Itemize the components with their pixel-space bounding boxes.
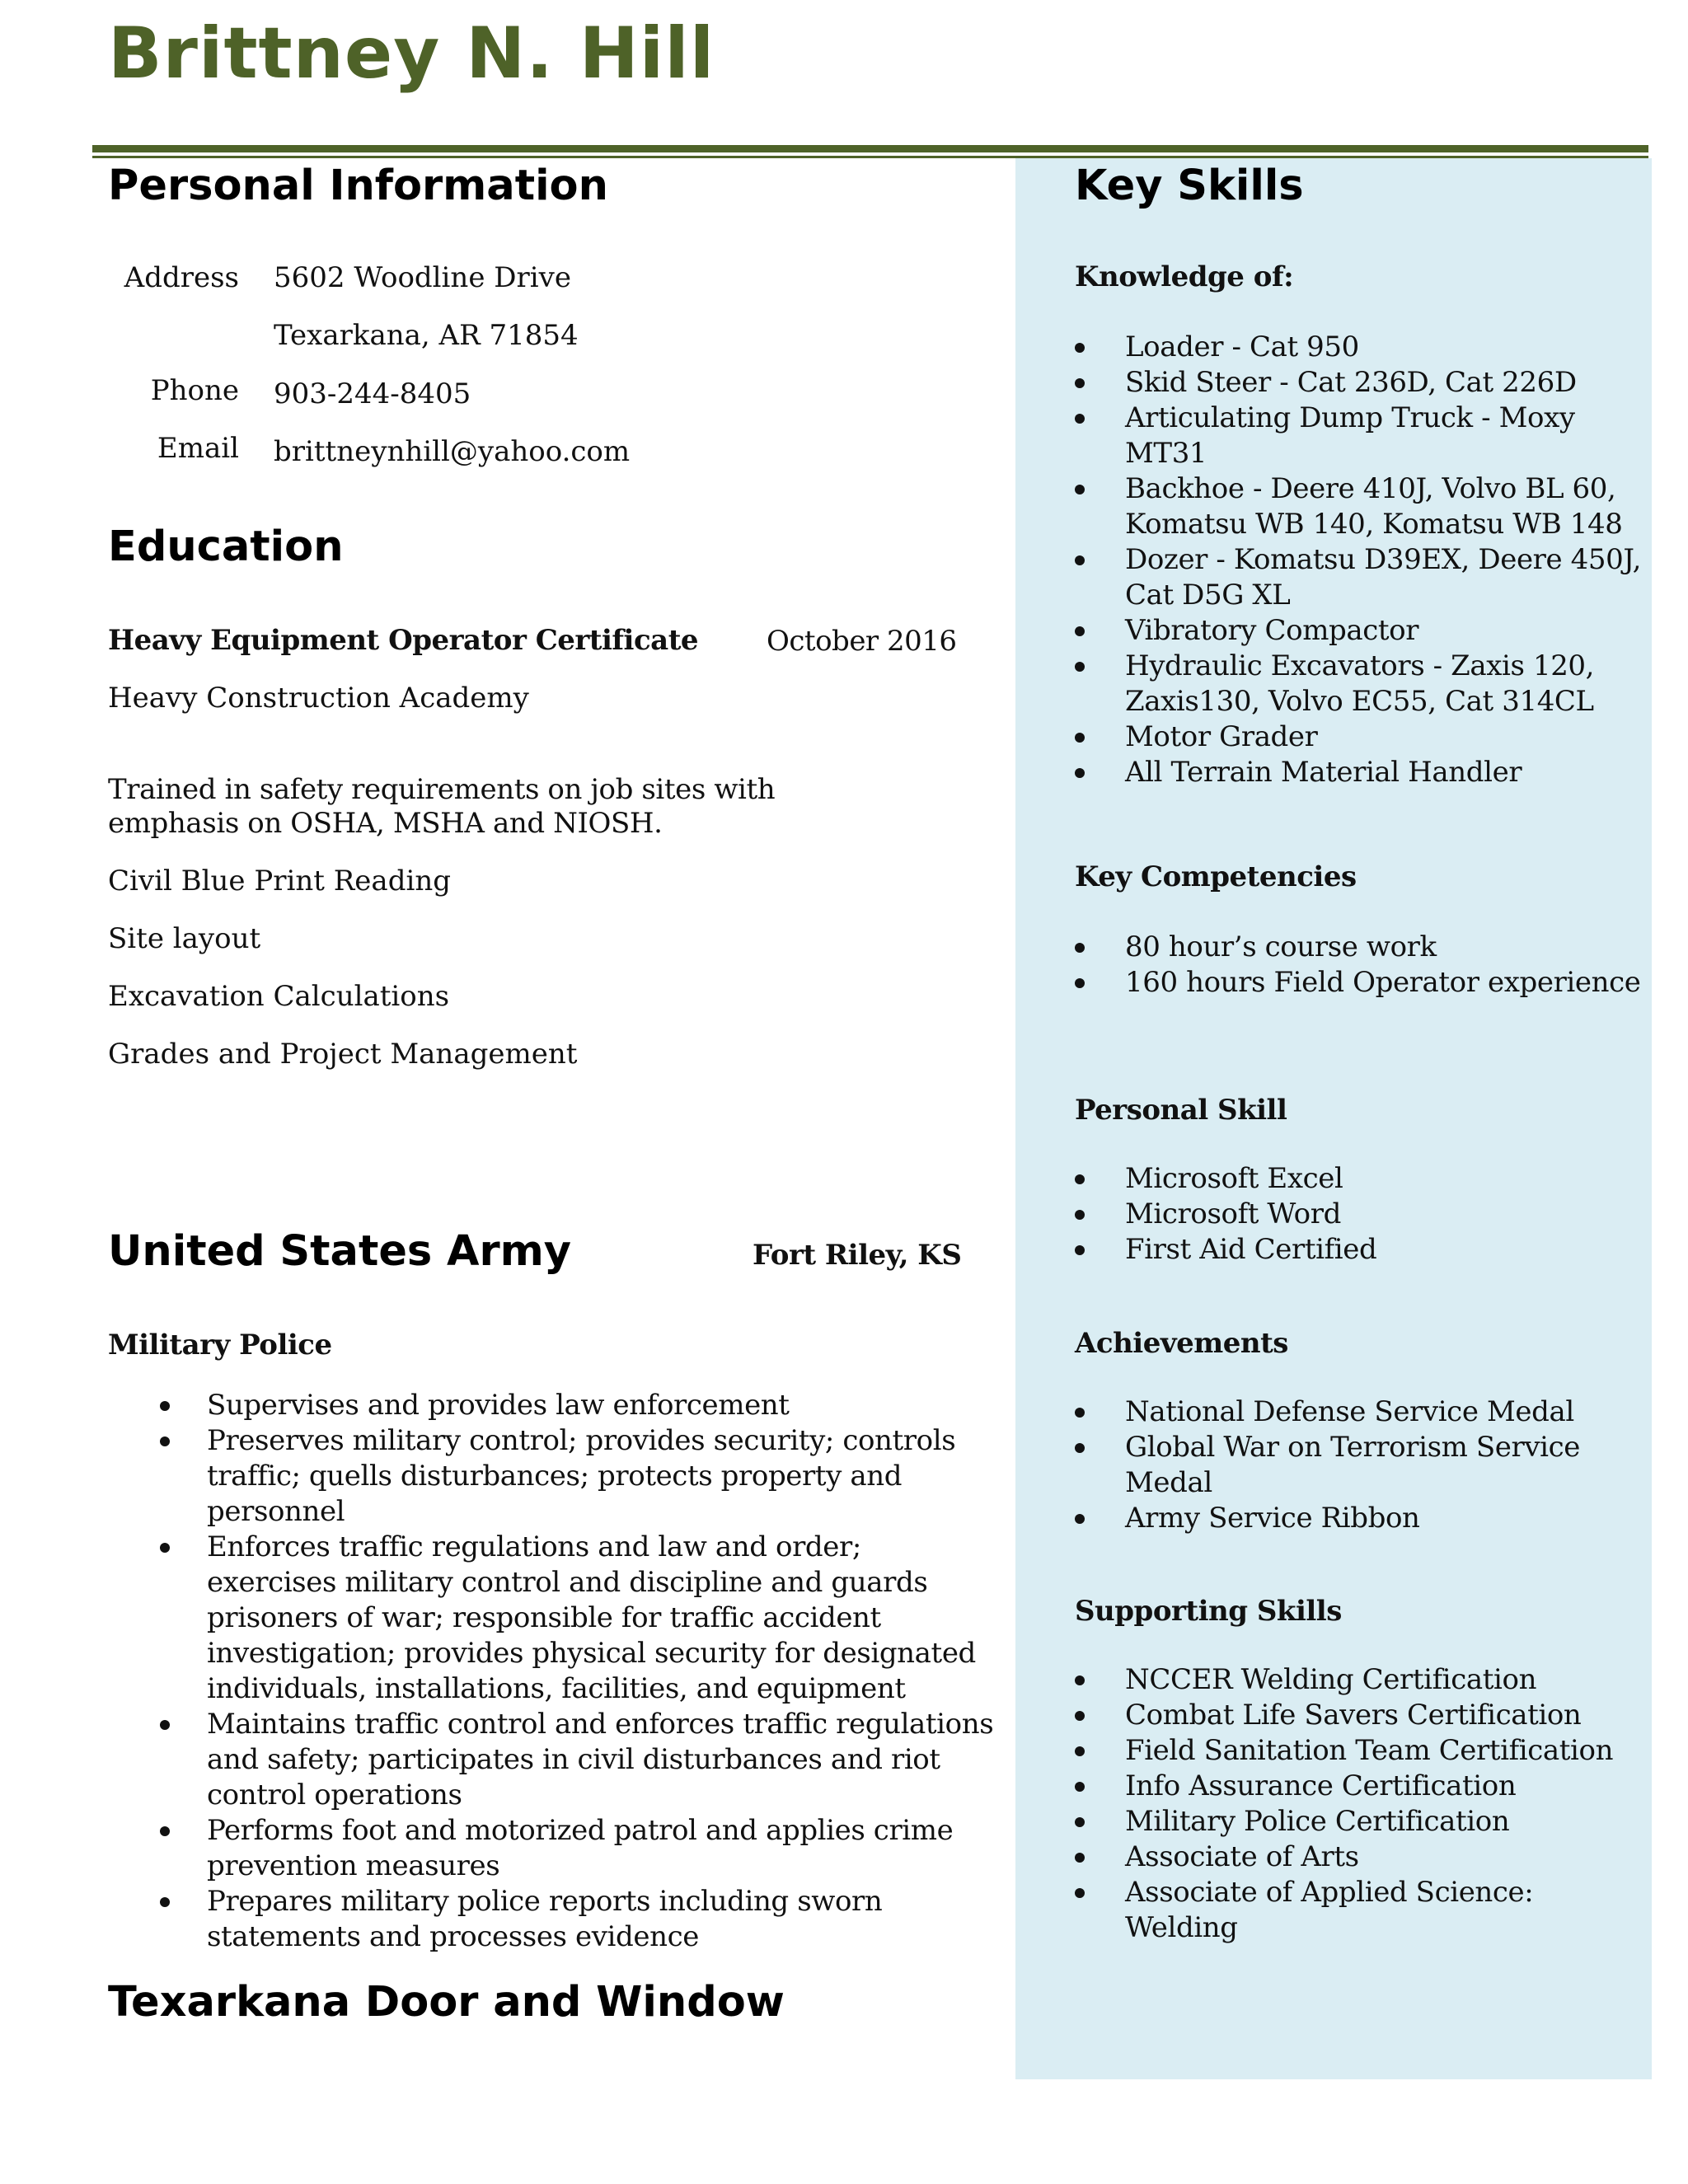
list-item <box>1075 1769 1643 1804</box>
bullet-icon <box>1075 1853 1085 1863</box>
skill-text: Motor Grader <box>1125 720 1318 753</box>
list-item <box>1075 1394 1643 1430</box>
skill-text: 80 hour’s course work <box>1125 930 1437 963</box>
competencies-heading: Key Competencies <box>1075 860 1357 893</box>
army-heading: United States Army <box>108 1227 572 1276</box>
bullet-icon <box>1075 1817 1085 1827</box>
phone-value: 903-244-8405 <box>274 377 471 410</box>
supporting-skills-heading: Supporting Skills <box>1075 1595 1342 1628</box>
bullet-icon <box>1075 1174 1085 1184</box>
list-item <box>108 1530 998 1707</box>
knowledge-list <box>1075 330 1643 790</box>
competencies-list <box>1075 930 1643 1001</box>
bullet-icon <box>1075 1888 1085 1898</box>
list-item <box>1075 1501 1643 1536</box>
bullet-icon <box>1075 1443 1085 1453</box>
bullet-icon <box>1075 626 1085 636</box>
bullet-icon <box>1075 1675 1085 1685</box>
bullet-icon <box>1075 343 1085 353</box>
bullet-icon <box>160 1436 170 1446</box>
skill-text: National Defense Service Medal <box>1125 1395 1574 1428</box>
course-item: Excavation Calculations <box>108 980 450 1013</box>
list-item <box>1075 1161 1643 1197</box>
email-label: Email <box>157 432 239 465</box>
army-location: Fort Riley, KS <box>753 1239 962 1272</box>
bullet-icon <box>1075 1408 1085 1418</box>
list-item <box>1075 1733 1643 1769</box>
duty-text: Prepares military police reports including sworn statements and processes evidence <box>207 1885 883 1953</box>
skill-text: Loader - Cat 950 <box>1125 330 1359 363</box>
supporting-skills-list <box>1075 1662 1643 1946</box>
list-item <box>1075 719 1643 755</box>
bullet-icon <box>1075 1746 1085 1756</box>
skill-text: Associate of Arts <box>1125 1840 1359 1873</box>
army-duties-list <box>108 1388 998 1955</box>
achievements-heading: Achievements <box>1075 1327 1288 1360</box>
list-item <box>1075 401 1643 471</box>
bullet-icon <box>1075 555 1085 565</box>
bullet-icon <box>1075 978 1085 988</box>
bullet-icon <box>1075 485 1085 494</box>
course-item: Civil Blue Print Reading <box>108 865 452 898</box>
list-item <box>108 1388 998 1423</box>
bullet-icon <box>1075 768 1085 778</box>
bullet-icon <box>1075 1782 1085 1792</box>
list-item <box>1075 1840 1643 1875</box>
skill-text: All Terrain Material Handler <box>1125 756 1522 789</box>
list-item <box>1075 965 1643 1001</box>
course-item: Grades and Project Management <box>108 1038 578 1071</box>
skill-text: Skid Steer - Cat 236D, Cat 226D <box>1125 366 1577 399</box>
bullet-icon <box>1075 1245 1085 1255</box>
list-item <box>1075 1698 1643 1733</box>
skill-text: Microsoft Excel <box>1125 1162 1343 1195</box>
skill-text: Army Service Ribbon <box>1125 1502 1420 1535</box>
email-value: brittneynhill@yahoo.com <box>274 435 631 468</box>
skill-text: Military Police Certification <box>1125 1805 1510 1838</box>
employer-heading: Texarkana Door and Window <box>108 1978 785 2027</box>
skill-text: First Aid Certified <box>1125 1233 1377 1266</box>
bullet-icon <box>1075 943 1085 953</box>
list-item <box>1075 330 1643 365</box>
skill-text: NCCER Welding Certification <box>1125 1663 1537 1696</box>
list-item <box>1075 930 1643 965</box>
skill-text: Info Assurance Certification <box>1125 1769 1517 1802</box>
duty-text: Supervises and provides law enforcement <box>207 1389 790 1422</box>
bullet-icon <box>1075 1210 1085 1220</box>
education-heading: Education <box>108 523 344 571</box>
skill-text: Backhoe - Deere 410J, Volvo BL 60, Komatsu WB 140, Komatsu WB 148 <box>1125 472 1623 541</box>
list-item <box>1075 471 1643 542</box>
bullet-icon <box>160 1720 170 1730</box>
achievements-list <box>1075 1394 1643 1536</box>
skill-text: Global War on Terrorism Service Medal <box>1125 1431 1580 1499</box>
list-item <box>1075 755 1643 790</box>
skill-text: Microsoft Word <box>1125 1197 1341 1230</box>
personal-info-heading: Personal Information <box>108 162 608 210</box>
list-item <box>1075 1875 1643 1946</box>
key-skills-heading: Key Skills <box>1075 162 1304 210</box>
bullet-icon <box>160 1826 170 1836</box>
army-role: Military Police <box>108 1329 332 1361</box>
duty-text: Preserves military control; provides security; controls traffic; quells disturbances; protects property and personnel <box>207 1424 956 1528</box>
address-line2: Texarkana, AR 71854 <box>274 319 579 352</box>
duty-text: Performs foot and motorized patrol and applies crime prevention measures <box>207 1814 954 1882</box>
list-item <box>108 1884 998 1955</box>
bullet-icon <box>1075 378 1085 388</box>
header-divider-thick <box>92 145 1648 152</box>
skill-text: Hydraulic Excavators - Zaxis 120, Zaxis130, Volvo EC55, Cat 314CL <box>1125 649 1595 718</box>
header-divider-thin <box>92 156 1648 158</box>
skill-text: 160 hours Field Operator experience <box>1125 966 1641 999</box>
address-line1: 5602 Woodline Drive <box>274 261 571 294</box>
bullet-icon <box>160 1897 170 1907</box>
duty-text: Enforces traffic regulations and law and order; exercises military control and discipline and guards prisoners of war; responsible for traffic accident investigation; provides physical security for designated individuals, installations, facilities, and equipment <box>207 1530 976 1705</box>
address-label: Address <box>124 261 239 294</box>
bullet-icon <box>1075 414 1085 424</box>
list-item <box>108 1813 998 1884</box>
bullet-icon <box>1075 1711 1085 1721</box>
bullet-icon <box>1075 1514 1085 1524</box>
bullet-icon <box>160 1543 170 1553</box>
list-item <box>1075 1232 1643 1268</box>
skill-text: Articulating Dump Truck - Moxy MT31 <box>1125 401 1575 470</box>
degree-title: Heavy Equipment Operator Certificate <box>108 624 699 657</box>
skill-text: Associate of Applied Science: Welding <box>1125 1876 1534 1944</box>
course-item: Site layout <box>108 922 261 955</box>
list-item <box>1075 649 1643 719</box>
bullet-icon <box>160 1401 170 1411</box>
skill-text: Combat Life Savers Certification <box>1125 1699 1582 1732</box>
candidate-name: Brittney N. Hill <box>108 12 715 95</box>
training-line2: emphasis on OSHA, MSHA and NIOSH. <box>108 807 663 840</box>
skill-text: Field Sanitation Team Certification <box>1125 1734 1614 1767</box>
personal-skill-heading: Personal Skill <box>1075 1094 1287 1127</box>
degree-date: October 2016 <box>767 625 957 658</box>
list-item <box>1075 365 1643 401</box>
list-item <box>1075 1662 1643 1698</box>
bullet-icon <box>1075 662 1085 672</box>
list-item <box>108 1423 998 1530</box>
phone-label: Phone <box>150 374 239 407</box>
bullet-icon <box>1075 733 1085 743</box>
duty-text: Maintains traffic control and enforces traffic regulations and safety; participates in civil disturbances and riot control operations <box>207 1708 994 1811</box>
list-item <box>1075 1804 1643 1840</box>
personal-skill-list <box>1075 1161 1643 1268</box>
training-line1: Trained in safety requirements on job sites with <box>108 773 776 806</box>
list-item <box>108 1707 998 1813</box>
list-item <box>1075 1430 1643 1501</box>
knowledge-heading: Knowledge of: <box>1075 260 1294 293</box>
skill-text: Vibratory Compactor <box>1125 614 1419 647</box>
list-item <box>1075 613 1643 649</box>
list-item <box>1075 1197 1643 1232</box>
skill-text: Dozer - Komatsu D39EX, Deere 450J, Cat D5G XL <box>1125 543 1641 612</box>
school-name: Heavy Construction Academy <box>108 682 529 715</box>
list-item <box>1075 542 1643 613</box>
